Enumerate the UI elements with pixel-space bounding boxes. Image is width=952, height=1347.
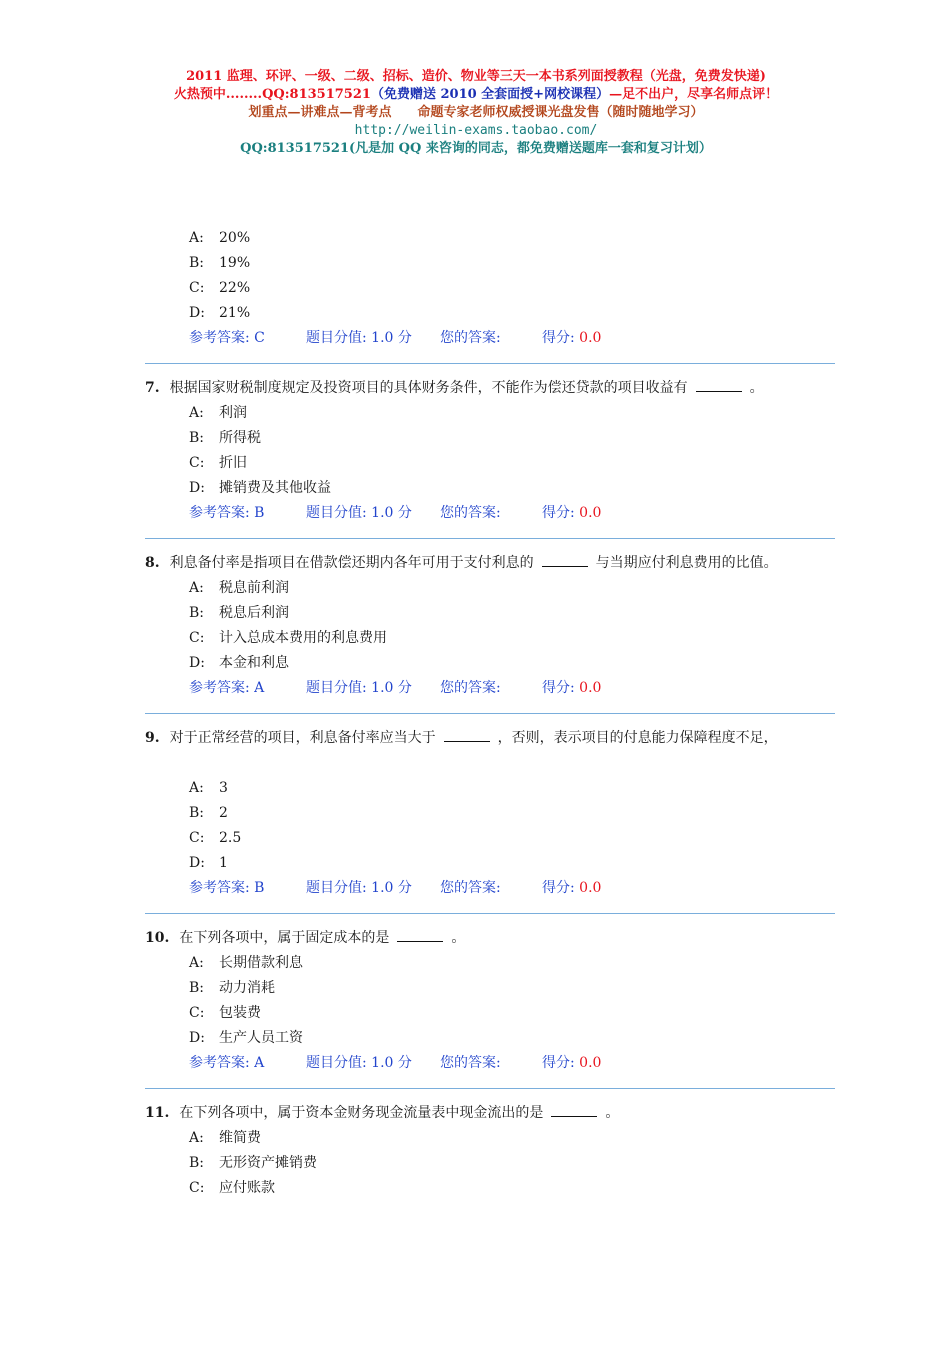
question-7 [145, 376, 835, 526]
reference-answer: A [254, 1055, 265, 1071]
score-value: 0.0 [579, 1055, 602, 1071]
your-answer-label: 您的答案: [440, 330, 501, 346]
your-answer-label: 您的答案: [440, 1055, 501, 1071]
question-10 [145, 926, 835, 1076]
answer-row: 参考答案: C 题目分值: 1.0 分 您的答案: 得分: 0.0 [145, 326, 835, 351]
divider [145, 1088, 835, 1089]
option-a[interactable]: A: 利润 [189, 405, 247, 421]
reference-answer: B [254, 505, 265, 521]
points-label: 题目分值: 1.0 分 [306, 880, 412, 896]
header-line-1: 2011 监理、环评、一级、二级、招标、造价、物业等三天一本书系列面授教程（光盘，免费发快递) [186, 69, 766, 84]
score-label: 得分: [542, 505, 575, 521]
answer-blank [542, 552, 588, 567]
option-d[interactable]: D: 摊销费及其他收益 [189, 480, 331, 496]
header-line-3-b: 命题专家老师权威授课光盘发售（随时随地学习） [417, 105, 704, 120]
option-c[interactable]: C: 折旧 [189, 455, 247, 471]
option-b[interactable]: B: 19% [189, 255, 251, 271]
header-line-2-a: 火热预中........QQ:813517521 [173, 87, 371, 102]
option-b[interactable]: B: 无形资产摊销费 [189, 1155, 317, 1171]
answer-blank [551, 1102, 597, 1117]
option-c[interactable]: C: 22% [189, 280, 251, 296]
option-b[interactable]: B: 税息后利润 [189, 605, 289, 621]
points-label: 题目分值: 1.0 分 [306, 680, 412, 696]
option-c[interactable]: C: 2.5 [189, 830, 242, 846]
score-value: 0.0 [579, 505, 602, 521]
option-d[interactable]: D: 生产人员工资 [189, 1030, 303, 1046]
your-answer-label: 您的答案: [440, 680, 501, 696]
header-line-2 [0, 86, 952, 104]
option-a[interactable]: A: 长期借款利息 [189, 955, 303, 971]
header-line-2-b: （免费赠送 2010 全套面授+网校课程） [370, 87, 610, 102]
score-label: 得分: [542, 1055, 575, 1071]
score-value: 0.0 [579, 330, 602, 346]
score-label: 得分: [542, 330, 575, 346]
your-answer-label: 您的答案: [440, 880, 501, 896]
reference-answer: B [254, 880, 265, 896]
question-list [145, 226, 835, 1201]
question-6 [145, 226, 835, 351]
points-label: 题目分值: 1.0 分 [306, 330, 412, 346]
points-label: 题目分值: 1.0 分 [306, 505, 412, 521]
score-value: 0.0 [579, 680, 602, 696]
answer-row: 参考答案: B 题目分值: 1.0 分 您的答案: 得分: 0.0 [145, 501, 835, 526]
question-text: 9. 对于正常经营的项目，利息备付率应当大于 ，否则，表示项目的付息能力保障程度不足， [145, 726, 835, 751]
header-line-3 [0, 104, 952, 122]
divider [145, 363, 835, 364]
score-label: 得分: [542, 880, 575, 896]
question-11 [145, 1101, 835, 1201]
option-b[interactable]: B: 所得税 [189, 430, 261, 446]
ad-header [0, 68, 952, 158]
answer-row: 参考答案: A 题目分值: 1.0 分 您的答案: 得分: 0.0 [145, 676, 835, 701]
question-text: 8. 利息备付率是指项目在借款偿还期内各年可用于支付利息的 与当期应付利息费用的比值。 [145, 551, 835, 576]
question-text: 11. 在下列各项中，属于资本金财务现金流量表中现金流出的是 。 [145, 1101, 835, 1126]
option-b[interactable]: B: 动力消耗 [189, 980, 275, 996]
option-d[interactable]: D: 21% [189, 305, 251, 321]
score-value: 0.0 [579, 880, 602, 896]
reference-answer: A [254, 680, 265, 696]
option-c[interactable]: C: 计入总成本费用的利息费用 [189, 630, 387, 646]
header-line-5: QQ:813517521(凡是加 QQ 来咨询的同志，都免费赠送题库一套和复习计划） [240, 141, 712, 156]
option-a[interactable]: A: 20% [189, 230, 251, 246]
header-line-3-a: 划重点—讲难点—背考点 [248, 105, 392, 120]
option-a[interactable]: A: 3 [189, 780, 228, 796]
option-c[interactable]: C: 应付账款 [189, 1180, 275, 1196]
option-b[interactable]: B: 2 [189, 805, 228, 821]
your-answer-label: 您的答案: [440, 505, 501, 521]
divider [145, 538, 835, 539]
reference-answer: C [254, 330, 265, 346]
header-line-2-c: —足不出户，尽享名师点评！ [609, 87, 779, 102]
score-label: 得分: [542, 680, 575, 696]
answer-row: 参考答案: B 题目分值: 1.0 分 您的答案: 得分: 0.0 [145, 876, 835, 901]
answer-blank [444, 727, 490, 742]
header-url-link[interactable]: http://weilin-exams.taobao.com/ [354, 123, 598, 138]
option-a[interactable]: A: 维简费 [189, 1130, 261, 1146]
divider [145, 713, 835, 714]
option-a[interactable]: A: 税息前利润 [189, 580, 289, 596]
question-9 [145, 726, 835, 901]
answer-blank [397, 927, 443, 942]
question-text: 7. 根据国家财税制度规定及投资项目的具体财务条件，不能作为偿还贷款的项目收益有 。 [145, 376, 835, 401]
option-d[interactable]: D: 1 [189, 855, 228, 871]
option-c[interactable]: C: 包装费 [189, 1005, 261, 1021]
question-8 [145, 551, 835, 701]
option-d[interactable]: D: 本金和利息 [189, 655, 289, 671]
answer-blank [696, 377, 742, 392]
points-label: 题目分值: 1.0 分 [306, 1055, 412, 1071]
answer-row: 参考答案: A 题目分值: 1.0 分 您的答案: 得分: 0.0 [145, 1051, 835, 1076]
divider [145, 913, 835, 914]
question-text: 10. 在下列各项中，属于固定成本的是 。 [145, 926, 835, 951]
